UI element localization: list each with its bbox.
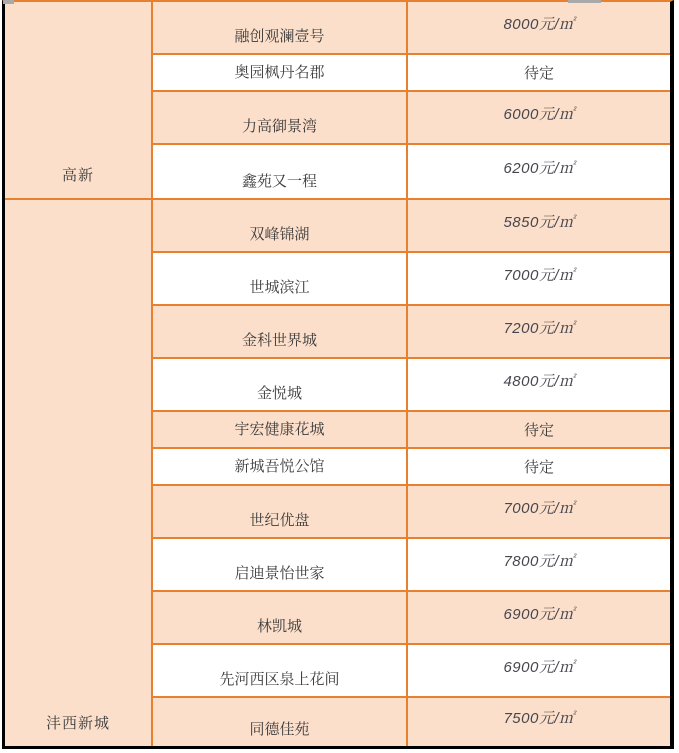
district-section [5, 200, 670, 746]
table-row [153, 592, 670, 645]
property-name-cell [153, 2, 408, 53]
property-name: 先河西区泉上花间 [219, 671, 340, 688]
property-price-cell [408, 306, 670, 357]
property-name-cell [153, 412, 408, 447]
district-label: 高新 [61, 167, 94, 184]
property-name: 金科世界城 [241, 332, 317, 349]
property-price-cell [408, 253, 670, 304]
property-name-cell [153, 145, 408, 198]
property-price-cell [408, 592, 670, 643]
property-price: 6900元/㎡ [503, 658, 575, 676]
table-row [153, 2, 670, 55]
property-price: 5850元/㎡ [503, 213, 575, 231]
property-price: 7200元/㎡ [503, 319, 575, 337]
property-name-cell [153, 253, 408, 304]
property-price: 6200元/㎡ [503, 159, 575, 177]
district-section [5, 2, 670, 200]
property-name: 力高御景湾 [241, 118, 317, 135]
property-price-cell [408, 449, 670, 484]
table-row [153, 253, 670, 306]
section-rows [153, 200, 670, 746]
property-price-cell [408, 2, 670, 53]
table-row [153, 539, 670, 592]
property-name: 同德佳苑 [249, 721, 310, 738]
property-name-cell [153, 92, 408, 143]
property-name-cell [153, 486, 408, 537]
property-name: 金悦城 [256, 385, 302, 402]
property-name-cell [153, 645, 408, 696]
property-price: 7500元/㎡ [503, 710, 575, 727]
property-name-cell [153, 200, 408, 251]
property-price-cell [408, 92, 670, 143]
property-price: 6900元/㎡ [503, 605, 575, 623]
property-price: 7800元/㎡ [503, 552, 575, 570]
property-price: 8000元/㎡ [503, 15, 575, 33]
property-name: 宇宏健康花城 [234, 421, 325, 438]
property-price-cell [408, 698, 670, 746]
property-price: 7000元/㎡ [503, 266, 575, 284]
property-name: 双峰锦湖 [249, 226, 310, 243]
table-row [153, 698, 670, 746]
table-row [153, 412, 670, 449]
property-price: 4800元/㎡ [503, 372, 575, 390]
property-name: 林凯城 [256, 618, 302, 635]
table-row [153, 200, 670, 253]
property-name: 启迪景怡世家 [234, 565, 325, 582]
table-row [153, 92, 670, 145]
table-row [153, 55, 670, 92]
property-price: 6000元/㎡ [503, 105, 575, 123]
property-price-cell [408, 412, 670, 447]
property-name-cell [153, 592, 408, 643]
district-cell [5, 200, 153, 746]
table-row [153, 449, 670, 486]
property-price-cell [408, 145, 670, 198]
property-price-cell [408, 645, 670, 696]
district-label: 沣西新城 [45, 715, 110, 732]
property-name: 鑫苑又一程 [241, 173, 317, 190]
property-name-cell [153, 306, 408, 357]
property-name-cell [153, 55, 408, 90]
district-cell [5, 2, 153, 198]
property-name: 世纪优盘 [249, 512, 310, 529]
property-price: 待定 [523, 459, 554, 476]
property-name: 新城吾悦公馆 [234, 458, 325, 475]
property-price: 7000元/㎡ [503, 499, 575, 517]
screen-edge-artifact-left [3, 0, 14, 4]
table-row [153, 645, 670, 698]
property-name: 世城滨江 [249, 279, 310, 296]
property-name: 奥园枫丹名郡 [234, 64, 325, 81]
section-rows [153, 2, 670, 198]
table-row [153, 486, 670, 539]
table-row [153, 306, 670, 359]
table-row [153, 359, 670, 412]
screen-edge-artifact-right [568, 0, 601, 3]
property-name-cell [153, 698, 408, 746]
property-name-cell [153, 449, 408, 484]
property-name: 融创观澜壹号 [234, 28, 325, 45]
table-row [153, 145, 670, 198]
property-price-cell [408, 200, 670, 251]
property-price-cell [408, 55, 670, 90]
property-price: 待定 [523, 422, 554, 439]
property-price-cell [408, 359, 670, 410]
property-name-cell [153, 539, 408, 590]
property-price-table [2, 0, 674, 749]
property-name-cell [153, 359, 408, 410]
property-price: 待定 [523, 65, 554, 82]
property-price-cell [408, 539, 670, 590]
property-price-cell [408, 486, 670, 537]
